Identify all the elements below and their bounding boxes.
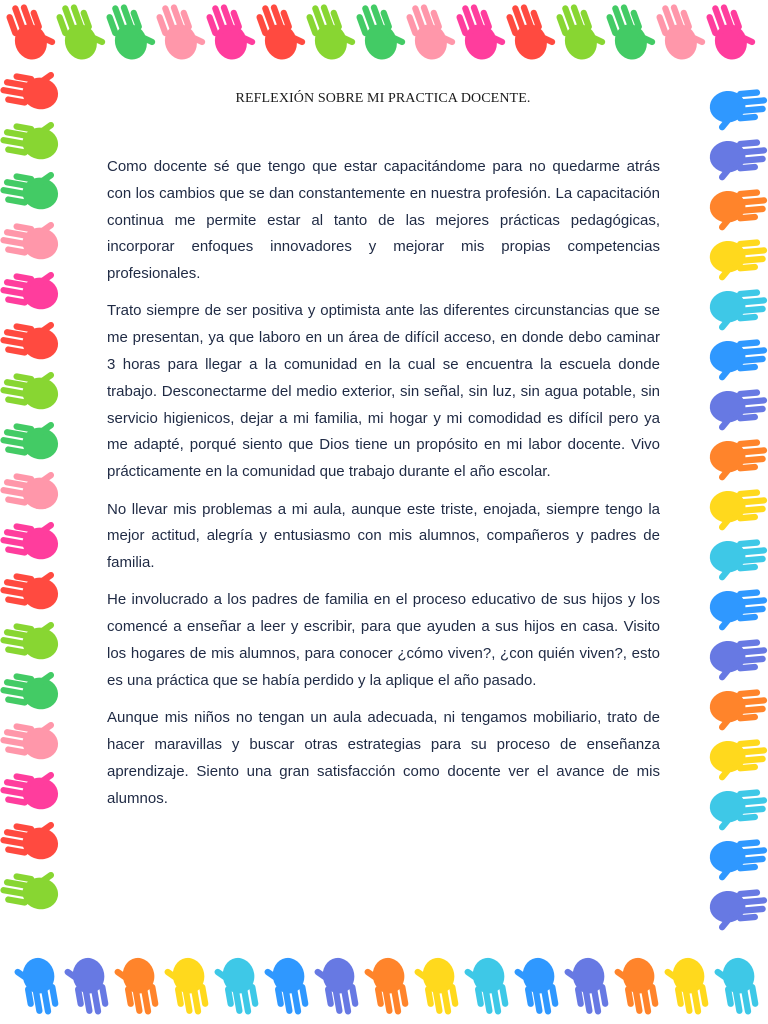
document-title: REFLEXIÓN SOBRE MI PRACTICA DOCENTE.: [235, 91, 531, 106]
handprint-icon: [661, 955, 711, 1019]
handprint-icon: [302, 0, 359, 64]
handprint-icon: [452, 0, 509, 64]
handprint-icon: [402, 0, 459, 64]
handprint-icon: [0, 263, 62, 313]
handprint-icon: [0, 763, 62, 813]
paragraph-4: He involucrado a los padres de familia en el proceso educativo de sus hijos y los comencé a enseñar a leer y escribir, para que ayuden a sus hijos en casa. Visito los hogares de mis alumnos, para conocer ¿cómo viven?, ¿con quién viven?, esto es una práctica que se había perdido y la aplique el año pasado.: [107, 591, 660, 689]
handprint-icon: [0, 213, 62, 263]
handprint-icon: [202, 0, 259, 64]
handprint-icon: [0, 363, 62, 413]
handprint-icon: [708, 688, 768, 733]
handprint-icon: [708, 188, 768, 233]
handprint-icon: [708, 238, 768, 283]
handprint-icon: [211, 955, 261, 1019]
handprint-icon: [11, 955, 61, 1019]
handprint-icon: [708, 788, 768, 833]
paragraph-5: Aunque mis niños no tengan un aula adecuada, ni tengamos mobiliario, trato de hacer maravillas y buscar otras estrategias para su proceso de enseñanza aprendizaje. Siento una gran satisfacción como docente ver el avance de mis alumnos.: [107, 709, 660, 807]
handprint-icon: [0, 713, 62, 763]
handprint-icon: [602, 0, 659, 64]
handprint-icon: [0, 813, 62, 863]
handprint-icon: [461, 955, 511, 1019]
handprint-icon: [361, 955, 411, 1019]
handprint-icon: [708, 588, 768, 633]
handprint-icon: [0, 613, 62, 663]
handprint-icon: [102, 0, 159, 64]
handprint-icon: [0, 63, 62, 113]
paragraph-2: Trato siempre de ser positiva y optimista ante las diferentes circunstancias que se me presentan, ya que laboro en un área de difícil acceso, en donde debo caminar 3 horas para llegar a la comunidad en la cual se encuentra la escuela donde trabajo. Desconectarme del medio exterior, sin señal, sin luz, sin agua potable, sin servicio higienicos, dejar a mi familia, mi hogar y mi comodidad es difícil pero ya me adapté, porqué siento que Dios tiene un propósito en mi labor docente. Vivo prácticamente en la comunidad que trabajo durante el año escolar.: [107, 302, 660, 481]
handprint-icon: [708, 838, 768, 883]
handprint-icon: [0, 463, 62, 513]
handprint-icon: [261, 955, 311, 1019]
handprint-icon: [708, 338, 768, 383]
handprint-icon: [311, 955, 361, 1019]
handprint-icon: [708, 438, 768, 483]
handprint-icon: [0, 113, 62, 163]
handprint-icon: [152, 0, 209, 64]
handprint-icon: [708, 88, 768, 133]
handprint-icon: [652, 0, 709, 64]
paragraph-1: Como docente sé que tengo que estar capacitándome para no quedarme atrás con los cambios que se dan constantemente en nuestra profesión. La capacitación continua me permite estar al tanto de las mejores prácticas pedagógicas, incorporar enfoques innovadores y mejorar mis propias competencias profesionales.: [107, 158, 660, 283]
handprint-icon: [0, 663, 62, 713]
handprint-icon: [561, 955, 611, 1019]
handprint-icon: [711, 955, 761, 1019]
handprint-icon: [502, 0, 559, 64]
handprint-icon: [511, 955, 561, 1019]
document-page: [72, 72, 694, 940]
handprint-icon: [708, 738, 768, 783]
handprint-icon: [411, 955, 461, 1019]
paragraph-3: No llevar mis problemas a mi aula, aunque este triste, enojada, siempre tengo la mejor actitud, alegría y entusiasmo con mis alumnos, compañeros y padres de familia.: [107, 500, 660, 572]
handprint-icon: [0, 413, 62, 463]
handprint-icon: [0, 163, 62, 213]
handprint-icon: [111, 955, 161, 1019]
handprint-icon: [552, 0, 609, 64]
handprint-icon: [0, 513, 62, 563]
handprint-icon: [0, 563, 62, 613]
handprint-icon: [708, 638, 768, 683]
handprint-icon: [708, 488, 768, 533]
handprint-icon: [61, 955, 111, 1019]
handprint-icon: [708, 288, 768, 333]
handprint-icon: [252, 0, 309, 64]
handprint-icon: [708, 538, 768, 583]
handprint-icon: [611, 955, 661, 1019]
handprint-icon: [0, 313, 62, 363]
handprint-icon: [52, 0, 109, 64]
handprint-icon: [0, 863, 62, 913]
handprint-icon: [352, 0, 409, 64]
document-body: [107, 154, 660, 823]
handprint-icon: [2, 0, 59, 64]
handprint-icon: [708, 888, 768, 933]
handprint-icon: [708, 388, 768, 433]
handprint-icon: [708, 138, 768, 183]
handprint-icon: [161, 955, 211, 1019]
handprint-icon: [702, 0, 759, 64]
